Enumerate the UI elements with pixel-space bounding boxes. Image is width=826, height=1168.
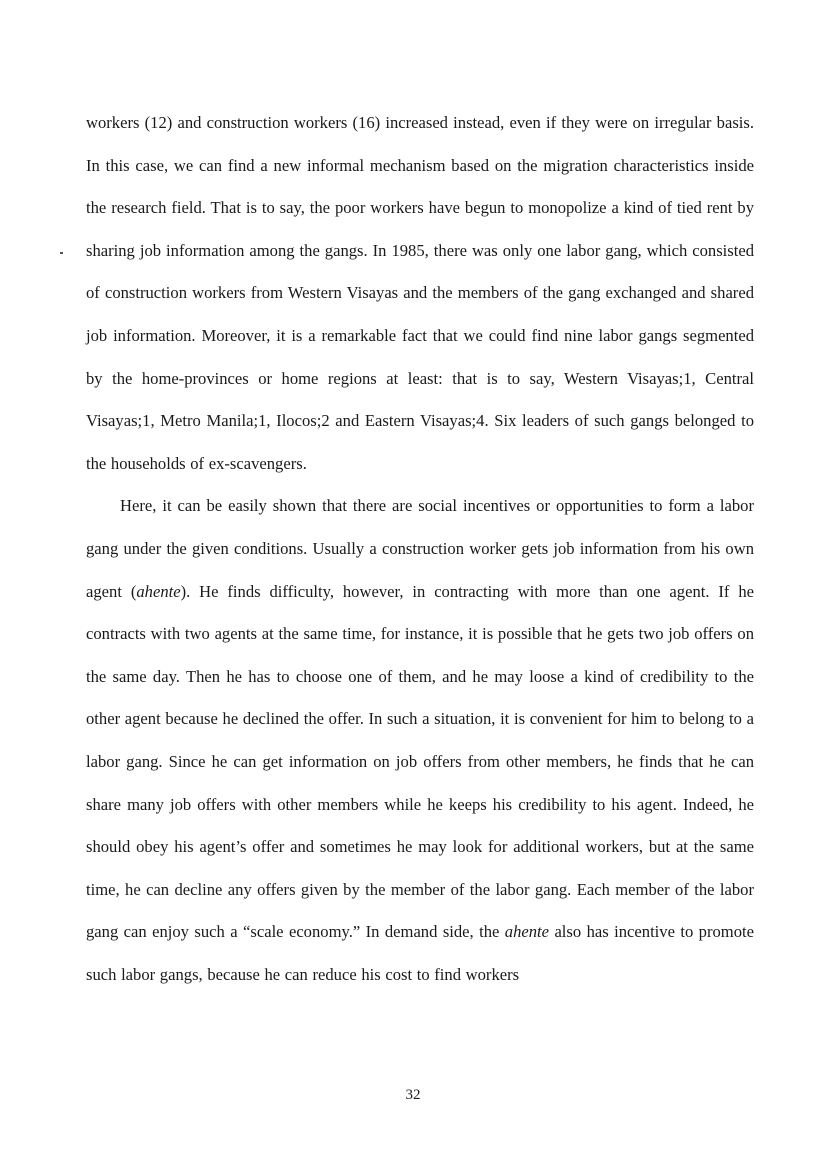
ahente-term: ahente — [136, 581, 181, 601]
paragraph-2-part-3: also has incentive to promote such labor gangs, because he can reduce his cost to find workers — [86, 922, 754, 984]
body-text — [86, 102, 754, 996]
page-number: 32 — [405, 1087, 421, 1103]
margin-mark — [60, 252, 63, 254]
paragraph-1: workers (12) and construction workers (16) increased instead, even if they were on irregular basis. In this case, we can find a new informal mechanism based on the migration characteristics inside the research field. That is to say, the poor workers have begun to monopolize a kind of tied rent by sharing job information among the gangs. In 1985, there was only one labor gang, which consisted of construction workers from Western Visayas and the members of the gang exchanged and shared job information. Moreover, it is a remarkable fact that we could find nine labor gangs segmented by the home-provinces or home regions at least: that is to say, Western Visayas;1, Central Visayas;1, Metro Manila;1, Ilocos;2 and Eastern Visayas;4. Six leaders of such gangs belonged to the households of ex-scavengers. — [86, 113, 754, 473]
paragraph-2-part-1: Here, it can be easily shown that there are social incentives or opportunities to form a labor gang under the given conditions. Usually a construction worker gets job information from his own agent ( — [86, 496, 754, 601]
paragraph-2 — [86, 485, 754, 996]
paragraph-2-part-2: ). He finds difficulty, however, in contracting with more than one agent. If he contracts with two agents at the same time, for instance, it is possible that he gets two job offers on the same day. Then he has to choose one of them, and he may loose a kind of credibility to the other agent because he declined the offer. In such a situation, it is convenient for him to belong to a labor gang. Since he can get information on job offers from other members, he finds that he can share many job offers with other members while he keeps his credibility to his agent. Indeed, he should obey his agent’s offer and sometimes he may look for additional workers, but at the same time, he can decline any offers given by the member of the labor gang. Each member of the labor gang can enjoy such a “scale economy.” In demand side, the — [86, 581, 754, 942]
ahente-term: ahente — [504, 922, 550, 942]
